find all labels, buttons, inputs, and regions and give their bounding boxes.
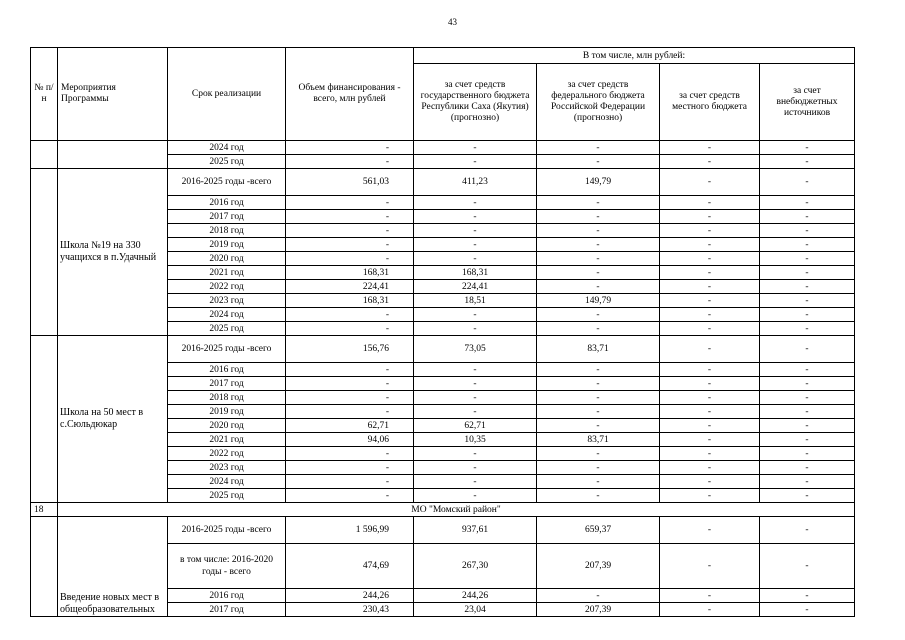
federal-cell: - <box>537 141 660 155</box>
total-cell: 474,69 <box>286 544 414 589</box>
financing-table <box>30 47 855 617</box>
header-regional: за счет средств государственного бюджета Республики Саха (Якутия) (прогнозно) <box>414 64 537 141</box>
local-cell: - <box>660 419 760 433</box>
table-row <box>31 517 855 544</box>
page-number: 43 <box>448 17 457 27</box>
num-cell <box>31 336 58 503</box>
local-cell: - <box>660 544 760 589</box>
local-cell: - <box>660 433 760 447</box>
extra-cell: - <box>760 363 855 377</box>
period-cell: 2022 год <box>168 280 286 294</box>
total-cell: - <box>286 196 414 210</box>
federal-cell: - <box>537 196 660 210</box>
federal-cell: - <box>537 475 660 489</box>
period-cell: 2016-2025 годы -всего <box>168 517 286 544</box>
extra-cell: - <box>760 517 855 544</box>
extra-cell: - <box>760 377 855 391</box>
local-cell: - <box>660 391 760 405</box>
local-cell: - <box>660 169 760 196</box>
federal-cell: - <box>537 363 660 377</box>
period-cell: 2017 год <box>168 210 286 224</box>
regional-cell: - <box>414 489 537 503</box>
section-title: МО "Момский район" <box>58 503 855 517</box>
period-cell: 2024 год <box>168 475 286 489</box>
period-cell: 2018 год <box>168 391 286 405</box>
total-cell: 94,06 <box>286 433 414 447</box>
regional-cell: - <box>414 322 537 336</box>
total-cell: - <box>286 489 414 503</box>
regional-cell: - <box>414 405 537 419</box>
local-cell: - <box>660 322 760 336</box>
total-cell: - <box>286 308 414 322</box>
program-name: Школа №19 на 330 учащихся в п.Удачный <box>58 169 168 336</box>
local-cell: - <box>660 489 760 503</box>
local-cell: - <box>660 210 760 224</box>
local-cell: - <box>660 155 760 169</box>
period-cell: 2025 год <box>168 155 286 169</box>
period-cell: 2018 год <box>168 224 286 238</box>
period-cell: 2025 год <box>168 489 286 503</box>
regional-cell: 168,31 <box>414 266 537 280</box>
table-row <box>31 141 855 155</box>
federal-cell: - <box>537 589 660 603</box>
period-cell: 2020 год <box>168 252 286 266</box>
federal-cell: 659,37 <box>537 517 660 544</box>
total-cell: 168,31 <box>286 266 414 280</box>
total-cell: 156,76 <box>286 336 414 363</box>
extra-cell: - <box>760 294 855 308</box>
num-cell <box>31 517 58 617</box>
total-cell: - <box>286 391 414 405</box>
program-name: Введение новых мест в общеобразовательных <box>58 517 168 617</box>
regional-cell: - <box>414 141 537 155</box>
extra-cell: - <box>760 336 855 363</box>
period-cell: 2016 год <box>168 589 286 603</box>
period-cell: 2016-2025 годы -всего <box>168 336 286 363</box>
period-cell: 2023 год <box>168 461 286 475</box>
period-cell: 2020 год <box>168 419 286 433</box>
regional-cell: 267,30 <box>414 544 537 589</box>
federal-cell: - <box>537 224 660 238</box>
extra-cell: - <box>760 196 855 210</box>
federal-cell: - <box>537 252 660 266</box>
total-cell: - <box>286 155 414 169</box>
local-cell: - <box>660 461 760 475</box>
header-total: Объем финансирования - всего, млн рублей <box>286 48 414 141</box>
total-cell: - <box>286 475 414 489</box>
extra-cell: - <box>760 433 855 447</box>
total-cell: - <box>286 447 414 461</box>
federal-cell: - <box>537 210 660 224</box>
regional-cell: - <box>414 224 537 238</box>
regional-cell: 73,05 <box>414 336 537 363</box>
regional-cell: - <box>414 461 537 475</box>
num-cell <box>31 169 58 336</box>
federal-cell: - <box>537 419 660 433</box>
federal-cell: - <box>537 405 660 419</box>
regional-cell: - <box>414 210 537 224</box>
extra-cell: - <box>760 252 855 266</box>
period-cell: 2025 год <box>168 322 286 336</box>
regional-cell: - <box>414 252 537 266</box>
extra-cell: - <box>760 405 855 419</box>
local-cell: - <box>660 280 760 294</box>
extra-cell: - <box>760 447 855 461</box>
local-cell: - <box>660 336 760 363</box>
federal-cell: - <box>537 238 660 252</box>
local-cell: - <box>660 224 760 238</box>
total-cell: - <box>286 224 414 238</box>
federal-cell: - <box>537 280 660 294</box>
local-cell: - <box>660 141 760 155</box>
regional-cell: - <box>414 377 537 391</box>
federal-cell: - <box>537 447 660 461</box>
period-cell: 2019 год <box>168 238 286 252</box>
local-cell: - <box>660 517 760 544</box>
extra-cell: - <box>760 308 855 322</box>
local-cell: - <box>660 363 760 377</box>
section-number: 18 <box>31 503 58 517</box>
extra-cell: - <box>760 589 855 603</box>
federal-cell: - <box>537 461 660 475</box>
total-cell: 561,03 <box>286 169 414 196</box>
regional-cell: 411,23 <box>414 169 537 196</box>
regional-cell: - <box>414 196 537 210</box>
extra-cell: - <box>760 210 855 224</box>
extra-cell: - <box>760 224 855 238</box>
federal-cell: - <box>537 155 660 169</box>
local-cell: - <box>660 405 760 419</box>
local-cell: - <box>660 377 760 391</box>
period-cell: 2017 год <box>168 603 286 617</box>
extra-cell: - <box>760 322 855 336</box>
federal-cell: - <box>537 308 660 322</box>
period-cell: 2021 год <box>168 266 286 280</box>
period-cell: в том числе: 2016-2020 годы - всего <box>168 544 286 589</box>
local-cell: - <box>660 294 760 308</box>
regional-cell: 224,41 <box>414 280 537 294</box>
extra-cell: - <box>760 169 855 196</box>
local-cell: - <box>660 589 760 603</box>
extra-cell: - <box>760 238 855 252</box>
regional-cell: - <box>414 308 537 322</box>
header-extra: за счет внебюджетных источников <box>760 64 855 141</box>
total-cell: 244,26 <box>286 589 414 603</box>
total-cell: 1 596,99 <box>286 517 414 544</box>
extra-cell: - <box>760 155 855 169</box>
total-cell: 224,41 <box>286 280 414 294</box>
regional-cell: 18,51 <box>414 294 537 308</box>
extra-cell: - <box>760 544 855 589</box>
extra-cell: - <box>760 391 855 405</box>
regional-cell: 244,26 <box>414 589 537 603</box>
regional-cell: 937,61 <box>414 517 537 544</box>
regional-cell: 23,04 <box>414 603 537 617</box>
regional-cell: - <box>414 155 537 169</box>
regional-cell: 10,35 <box>414 433 537 447</box>
federal-cell: - <box>537 377 660 391</box>
local-cell: - <box>660 266 760 280</box>
federal-cell: 149,79 <box>537 294 660 308</box>
extra-cell: - <box>760 461 855 475</box>
period-cell: 2017 год <box>168 377 286 391</box>
program-name: Школа на 50 мест в с.Сюльдюкар <box>58 336 168 503</box>
federal-cell: 83,71 <box>537 336 660 363</box>
total-cell: - <box>286 405 414 419</box>
local-cell: - <box>660 603 760 617</box>
regional-cell: 62,71 <box>414 419 537 433</box>
extra-cell: - <box>760 419 855 433</box>
regional-cell: - <box>414 475 537 489</box>
total-cell: - <box>286 141 414 155</box>
local-cell: - <box>660 252 760 266</box>
program-name <box>58 141 168 169</box>
extra-cell: - <box>760 603 855 617</box>
total-cell: - <box>286 210 414 224</box>
local-cell: - <box>660 196 760 210</box>
period-cell: 2024 год <box>168 308 286 322</box>
local-cell: - <box>660 308 760 322</box>
total-cell: - <box>286 461 414 475</box>
federal-cell: - <box>537 489 660 503</box>
header-local: за счет средств местного бюджета <box>660 64 760 141</box>
federal-cell: 83,71 <box>537 433 660 447</box>
header-including: В том числе, млн рублей: <box>414 48 855 64</box>
local-cell: - <box>660 238 760 252</box>
period-cell: 2024 год <box>168 141 286 155</box>
num-cell <box>31 141 58 169</box>
regional-cell: - <box>414 447 537 461</box>
regional-cell: - <box>414 363 537 377</box>
total-cell: 62,71 <box>286 419 414 433</box>
period-cell: 2019 год <box>168 405 286 419</box>
extra-cell: - <box>760 475 855 489</box>
federal-cell: - <box>537 322 660 336</box>
period-cell: 2016 год <box>168 363 286 377</box>
regional-cell: - <box>414 391 537 405</box>
federal-cell: 149,79 <box>537 169 660 196</box>
extra-cell: - <box>760 280 855 294</box>
section-row <box>31 503 855 517</box>
period-cell: 2022 год <box>168 447 286 461</box>
period-cell: 2023 год <box>168 294 286 308</box>
federal-cell: - <box>537 391 660 405</box>
table-row <box>31 336 855 363</box>
header-period: Срок реализации <box>168 48 286 141</box>
extra-cell: - <box>760 266 855 280</box>
period-cell: 2016 год <box>168 196 286 210</box>
total-cell: 230,43 <box>286 603 414 617</box>
local-cell: - <box>660 447 760 461</box>
header-federal: за счет средств федерального бюджета Российской Федерации (прогнозно) <box>537 64 660 141</box>
regional-cell: - <box>414 238 537 252</box>
period-cell: 2016-2025 годы -всего <box>168 169 286 196</box>
local-cell: - <box>660 475 760 489</box>
header-program: Мероприятия Программы <box>58 48 168 141</box>
federal-cell: 207,39 <box>537 603 660 617</box>
total-cell: 168,31 <box>286 294 414 308</box>
table-row <box>31 169 855 196</box>
total-cell: - <box>286 238 414 252</box>
total-cell: - <box>286 377 414 391</box>
federal-cell: - <box>537 266 660 280</box>
total-cell: - <box>286 322 414 336</box>
period-cell: 2021 год <box>168 433 286 447</box>
header-num: № п/н <box>31 48 58 141</box>
extra-cell: - <box>760 141 855 155</box>
total-cell: - <box>286 252 414 266</box>
federal-cell: 207,39 <box>537 544 660 589</box>
extra-cell: - <box>760 489 855 503</box>
total-cell: - <box>286 363 414 377</box>
